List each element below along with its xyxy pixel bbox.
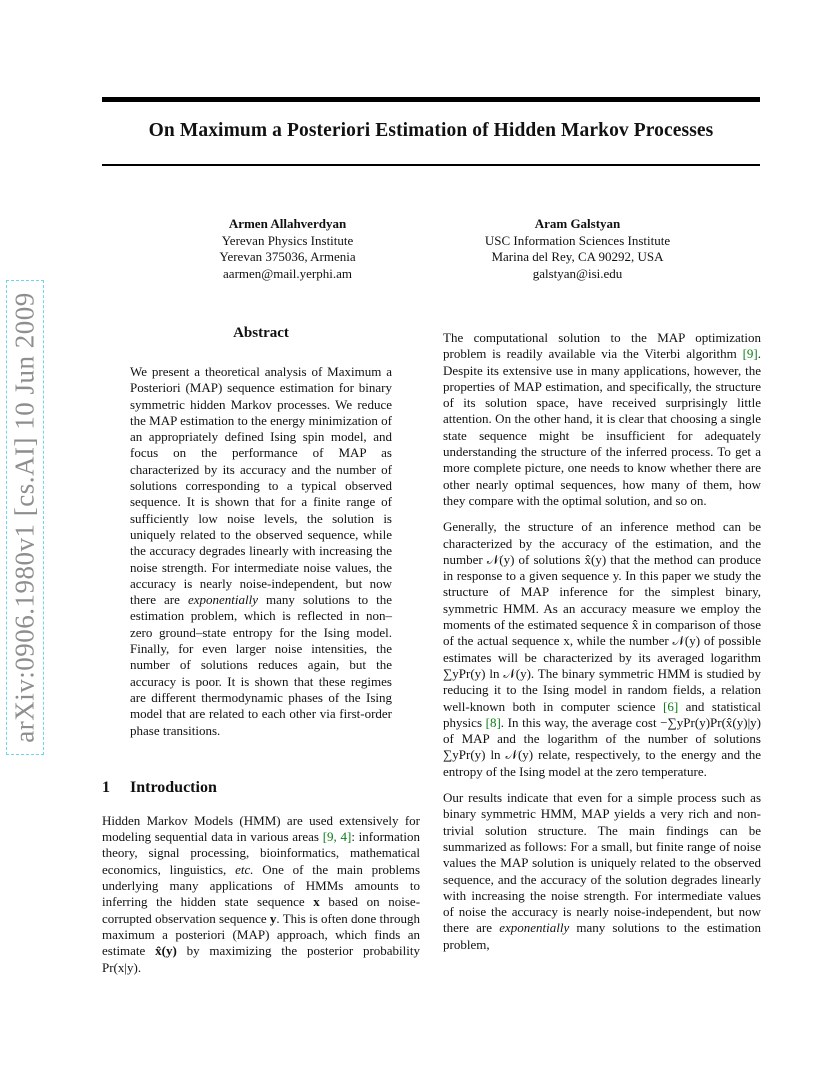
- section-number: 1: [102, 778, 110, 796]
- section-heading-introduction: [102, 779, 420, 797]
- left-column: [102, 325, 420, 976]
- intro-text: . This is often done through maximum a posteriori (MAP) approach, which finds an estimate: [102, 910, 420, 959]
- author-address: Marina del Rey, CA 90292, USA: [491, 249, 664, 264]
- author-email: galstyan@isi.edu: [532, 265, 623, 281]
- author-affiliation: Yerevan Physics Institute: [221, 232, 354, 248]
- body-paragraph: [443, 330, 761, 509]
- arxiv-stamp-text: arXiv:0906.1980v1 [cs.AI] 10 Jun 2009: [9, 292, 40, 743]
- citation-link[interactable]: [6]: [663, 698, 679, 714]
- body-text: many solutions to the estimation problem,: [443, 920, 762, 952]
- intro-emphasis: etc.: [235, 861, 254, 877]
- body-text: and statistical physics: [443, 698, 761, 730]
- body-paragraph: [443, 519, 761, 780]
- intro-text: : information theory, signal processing, bioinformatics, mathematical economics, linguistics,: [102, 829, 421, 877]
- body-text: Our results indicate that even for a simple process such as binary symmetric HMM, MAP yields a very rich and non-trivial solution structure. The main findings can be summarized as follows: For a small, but finite range of noise values the MAP solution is uniquely related to the observed sequence, and the accuracy of the solution degrades linearly with increasing the noise strength. For intermediate values of noise the accuracy is nearly noise-independent, but now there are: [443, 790, 761, 936]
- body-emphasis: exponentially: [499, 920, 570, 936]
- abstract-heading: Abstract: [233, 325, 289, 341]
- author-name: Aram Galstyan: [534, 216, 621, 231]
- body-paragraph: [443, 790, 761, 953]
- citation-link[interactable]: 4]: [340, 829, 352, 845]
- section-title: Introduction: [130, 778, 217, 796]
- author-block-1: [185, 216, 390, 282]
- intro-text: One of the main problems underlying many applications of HMMs amounts to inferring the hidden state sequence: [102, 861, 421, 910]
- citation-link[interactable]: [9,: [322, 829, 337, 845]
- intro-paragraph: [102, 813, 420, 976]
- body-text: The computational solution to the MAP optimization problem is readily available via the Viterbi algorithm: [443, 330, 761, 362]
- right-column: [443, 330, 761, 953]
- author-block-2: [455, 216, 700, 282]
- body-text: . In this way, the average cost −∑yPr(y)Pr(x̂(y)|y) of MAP and the logarithm of the number of solutions ∑yPr(y) ln 𝒩(y) relate, respectively, to the energy and the entropy of the Ising model at the zero temperature.: [443, 714, 761, 779]
- math-symbol: x: [313, 894, 320, 910]
- citation-link[interactable]: [9]: [742, 346, 758, 362]
- author-address: Yerevan 375036, Armenia: [219, 249, 356, 264]
- citation-link[interactable]: [8]: [485, 714, 501, 730]
- intro-text: Hidden Markov Models (HMM) are used extensively for modeling sequential data in various areas: [102, 812, 420, 845]
- body-text: Generally, the structure of an inference method can be characterized by the accuracy of the estimation, and the number 𝒩(y) of solutions x̂(y) that the method can produce in response to a given sequence y. In this paper we study the structure of MAP inference for the simplest binary, symmetric HMM. As an accuracy measure we employ the moments of the estimated sequence x̂ in comparison of those of the actual sequence x, while the number 𝒩(y) of possible estimates will be characterized by its averaged logarithm ∑yPr(y) ln 𝒩(y). The binary symmetric HMM is studied by reducing it to the Ising model in random fields, a relation well-known both in computer science: [443, 519, 761, 714]
- abstract-text-part: many solutions to the estimation problem, which is reflected in non–zero ground–state entropy for the Ising model. Finally, for even larger noise intensities, the number of solutions reduces again, but the accuracy is poor. It is shown that these regimes are different thermodynamic phases of the Ising model that are related to each other via first-order phase transitions.: [130, 592, 392, 738]
- intro-text: based on noise-corrupted observation sequence: [102, 894, 421, 926]
- math-symbol: x̂(y): [155, 943, 177, 959]
- title-rule-top: [102, 97, 760, 102]
- intro-text: by maximizing the posterior probability Pr(x|y).: [102, 943, 420, 975]
- abstract-text-part: We present a theoretical analysis of Maximum a Posteriori (MAP) sequence estimation for binary symmetric hidden Markov processes. We reduce the MAP estimation to the energy minimization of an appropriately defined Ising spin model, and focus on the performance of MAP as characterized by its accuracy and the number of solutions corresponding to a typical observed sequence. It is shown that for a finite range of sufficiently low noise levels, the solution is uniquely related to the observed sequence, while the accuracy degrades linearly with increasing the noise strength. For intermediate noise values, the accuracy is nearly noise-independent, but now there are: [130, 364, 392, 608]
- author-email: aarmen@mail.yerphi.am: [223, 265, 352, 281]
- author-affiliation: USC Information Sciences Institute: [484, 232, 671, 248]
- abstract-emphasis: exponentially: [187, 592, 258, 608]
- author-name: Armen Allahverdyan: [228, 216, 347, 231]
- body-text: . Despite its extensive use in many applications, however, the properties of MAP estimation, and specifically, the structure of its solution space, have received surprisingly little attention. On the other hand, it is clear that choosing a single state sequence might be insufficient for adequately understanding the structure of the inferred process. To get a more complete picture, one needs to know whether there are other nearly optimal sequences, how many of them, how they compare with the optimal solution, and so on.: [443, 346, 761, 508]
- arxiv-stamp: [6, 280, 44, 755]
- title-rule-bottom: [102, 164, 760, 166]
- paper-title: On Maximum a Posteriori Estimation of Hidden Markov Processes: [148, 120, 714, 141]
- abstract-text: [130, 364, 392, 739]
- math-symbol: y: [269, 910, 277, 926]
